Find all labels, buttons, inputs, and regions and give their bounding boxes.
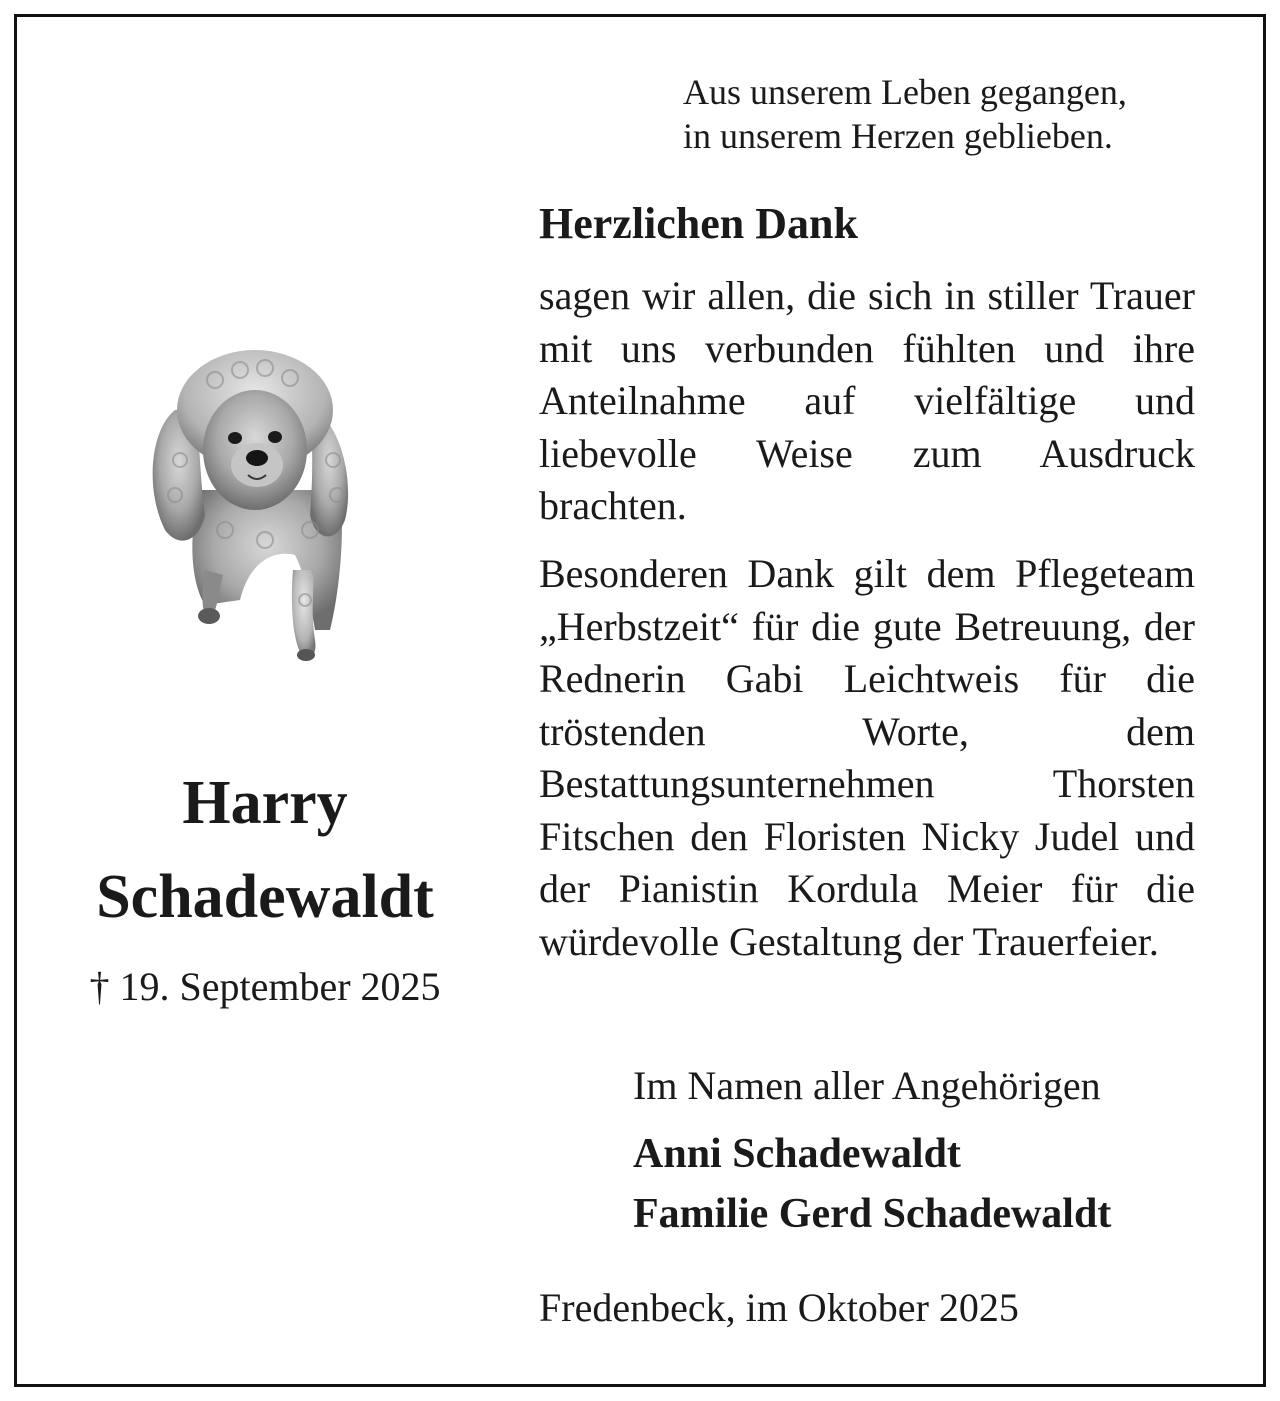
poodle-photo bbox=[105, 300, 430, 690]
motto-line-1: Aus unserem Leben gegangen, bbox=[683, 72, 1127, 112]
place-date: Fredenbeck, im Oktober 2025 bbox=[539, 1285, 1019, 1330]
deceased-last-name: Schadewaldt bbox=[96, 863, 434, 931]
closing-line: Im Namen aller Angehörigen bbox=[633, 1063, 1101, 1108]
death-date: † 19. September 2025 bbox=[89, 964, 441, 1009]
motto-line-2: in unserem Herzen geblieben. bbox=[683, 116, 1113, 156]
signatory: Familie Gerd Schadewaldt bbox=[633, 1191, 1112, 1237]
deceased-first-name: Harry bbox=[182, 769, 348, 837]
motto bbox=[683, 70, 1243, 158]
thanks-heading: Herzlichen Dank bbox=[539, 199, 858, 248]
special-thanks-paragraph: Besonderen Dank gilt dem Pflegeteam „Herbstzeit“ für die gute Betreuung, der Rednerin Gabi Leichtweis für die tröstenden Worte, dem Bestattungsunternehmen Thorsten Fitschen den Floristen Nicky Judel und der Pianistin Kordula Meier für die würdevolle Gestaltung der Trauerfeier. bbox=[539, 551, 1195, 964]
signatory: Anni Schadewaldt bbox=[633, 1131, 961, 1177]
thanks-paragraph: sagen wir allen, die sich in stiller Trauer mit uns verbunden fühlten und ihre Anteilnahme auf vielfältige und liebevolle Weise zum Ausdruck brachten. bbox=[539, 273, 1195, 528]
